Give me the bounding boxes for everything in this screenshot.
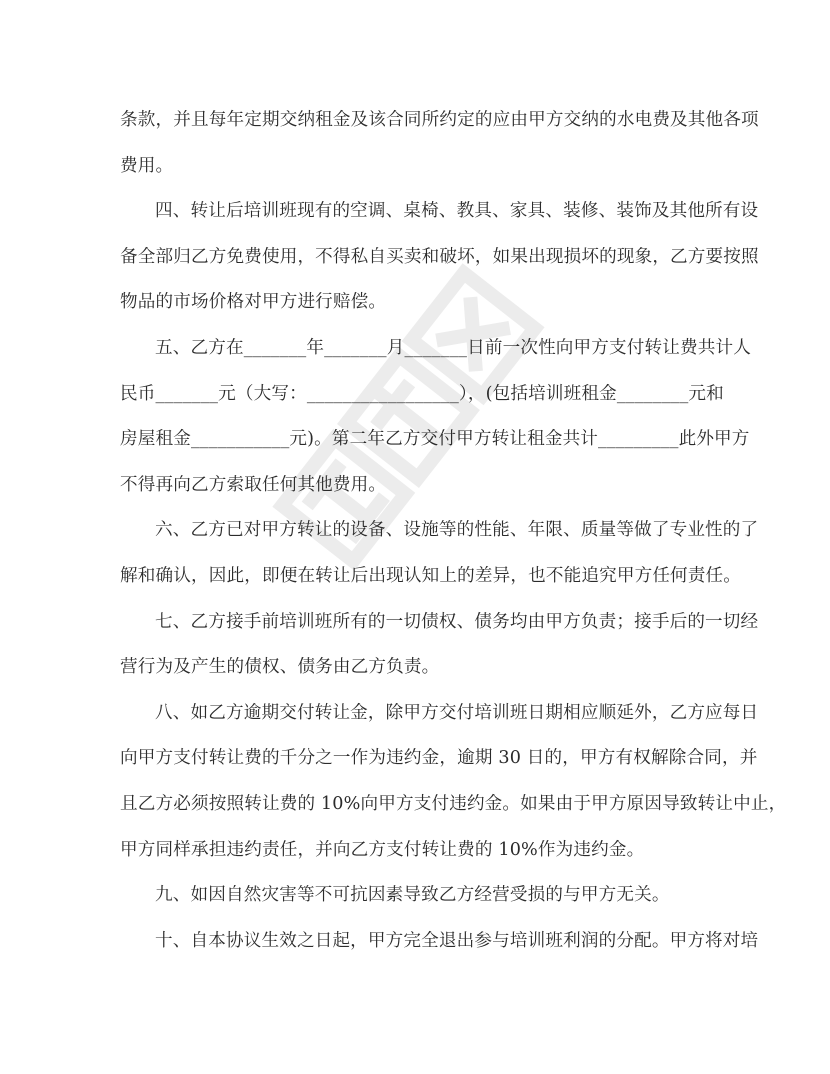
paragraph-3-continued (120, 98, 759, 189)
text-line: 备全部归乙方免费使用，不得私自买卖和破坏，如果出现损坏的现象，乙方要按照 (120, 246, 759, 267)
text-line: 八、如乙方逾期交付转让金，除甲方交付培训班日期相应顺延外，乙方应每日 (155, 702, 759, 723)
paragraph-7 (120, 600, 759, 691)
text-line: 营行为及产生的债权、债务由乙方负责。 (120, 657, 440, 678)
text-line: 五、乙方在_______年_______月_______日前一次性向甲方支付转让费共计人 (155, 337, 751, 358)
text-line: 物品的市场价格对甲方进行赔偿。 (120, 292, 387, 313)
document-body (120, 98, 787, 964)
paragraph-5 (120, 326, 751, 508)
text-line: 解和确认，因此，即便在转让后出现认知上的差异，也不能追究甲方任何责任。 (120, 565, 742, 586)
paragraph-10 (120, 919, 759, 965)
text-line: 四、转让后培训班现有的空调、桌椅、教具、家具、装修、装饰及其他所有设 (155, 201, 759, 222)
text-line: 不得再向乙方索取任何其他费用。 (120, 474, 387, 495)
paragraph-8 (120, 691, 787, 873)
paragraph-6 (120, 508, 759, 599)
text-line: 六、乙方已对甲方转让的设备、设施等的性能、年限、质量等做了专业性的了 (155, 520, 759, 541)
text-line: 甲方同样承担违约责任，并向乙方支付转让费的 10%作为违约金。 (120, 839, 645, 860)
text-line: 九、如因自然灾害等不可抗因素导致乙方经营受损的与甲方无关。 (155, 885, 670, 906)
text-line: 房屋租金___________元)。第二年乙方交付甲方转让租金共计_________此外甲方 (120, 429, 750, 450)
text-line: 民币_______元（大写：_________________），(包括培训班租金________元和 (120, 383, 724, 404)
text-line: 费用。 (120, 155, 174, 176)
text-line: 向甲方支付转让费的千分之一作为违约金，逾期 30 日的，甲方有权解除合同，并 (120, 748, 758, 769)
text-line: 七、乙方接手前培训班所有的一切债权、债务均由甲方负责；接手后的一切经 (155, 611, 759, 632)
text-line: 条款，并且每年定期交纳租金及该合同所约定的应由甲方交纳的水电费及其他各项 (120, 110, 759, 130)
text-line: 十、自本协议生效之日起，甲方完全退出参与培训班利润的分配。甲方将对培 (155, 930, 759, 951)
paragraph-4 (120, 189, 759, 326)
text-line: 且乙方必须按照转让费的 10%向甲方支付违约金。如果由于甲方原因导致转让中止， (120, 793, 787, 814)
paragraph-9 (120, 873, 714, 919)
